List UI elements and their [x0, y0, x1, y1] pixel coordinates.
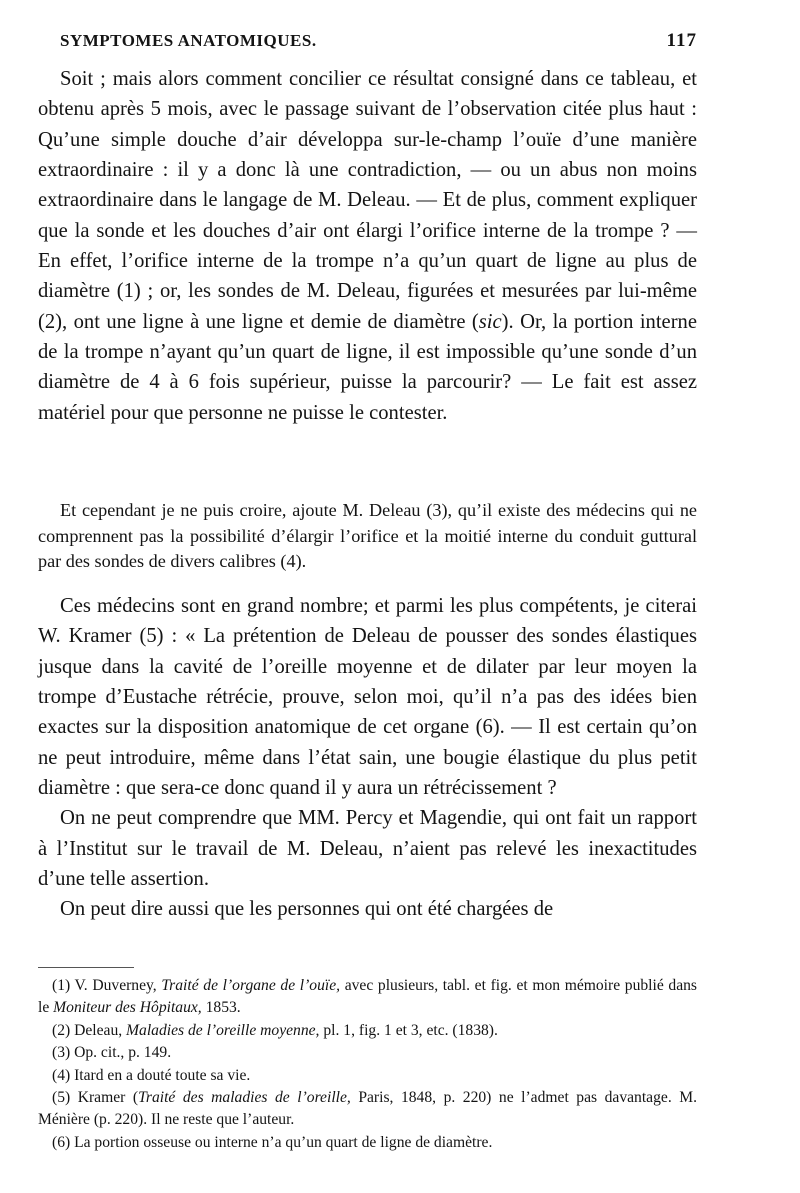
- paragraph-5: On peut dire aussi que les personnes qui ont été chargées de: [60, 898, 554, 921]
- paragraph-1-text-b: ). Or, la portion interne de la trompe n’ayant qu’un quart de ligne, il est impossible qu’une sonde d’un diamètre de 4 à 6 fois supérieur, puisse la parcourir? — Le fait est assez matériel pour que personne ne puisse le contester.: [38, 310, 697, 424]
- footnote-2-text-b: pl. 1, fig. 1 et 3, etc. (1838).: [319, 1021, 498, 1039]
- footnote-2: [38, 1020, 697, 1042]
- running-title: SYMPTOMES ANATOMIQUES.: [60, 31, 317, 50]
- footnotes: [38, 975, 697, 1154]
- footnote-5-text-b: Paris, 1848, p. 220) ne l’admet pas davantage. M. Ménière (p. 220). Il ne reste que l’auteur.: [38, 1089, 698, 1129]
- main-text-block-1: [38, 64, 697, 428]
- footnote-3: (3) Op. cit., p. 149.: [52, 1044, 172, 1062]
- footnote-5: [38, 1087, 697, 1132]
- footnote-1-text-a: (1) V. Duverney,: [52, 977, 162, 994]
- page-number: 117: [666, 30, 697, 51]
- footnote-4: (4) Itard en a douté toute sa vie.: [52, 1066, 251, 1084]
- paragraph-4: On ne peut comprendre que MM. Percy et Magendie, qui ont fait un rapport à l’Institut sur le travail de M. Deleau, n’aient pas relevé les inexactitudes d’une telle assertion.: [38, 807, 697, 891]
- footnote-1-journal: Moniteur des Hôpitaux,: [53, 999, 202, 1017]
- paragraph-1-text-a: Soit ; mais alors comment concilier ce résultat consigné dans ce tableau, et obtenu après 5 mois, avec le passage suivant de l’observation citée plus haut : Qu’une simple douche d’air développa sur-le-champ l’ouïe d’une manière extraordinaire : il y a donc là une contradiction, — ou un abus non moins extraordinaire dans le langage de M. Deleau. — Et de plus, comment expliquer que la sonde et les douches d’air ont élargi l’orifice interne de la trompe ? — En effet, l’orifice interne de la trompe n’a qu’un quart de ligne au plus de diamètre (1) ; or, les sondes de M. Deleau, figurées et mesurées par lui-même (2), ont une ligne à une ligne et demie de diamètre (: [38, 68, 697, 333]
- main-text-block-2: [38, 591, 697, 925]
- quoted-passage: [38, 498, 697, 575]
- footnote-1: [38, 975, 697, 1020]
- paragraph-2: Et cependant je ne puis croire, ajoute M. Deleau (3), qu’il existe des médecins qui ne comprennent pas la possibilité d’élargir l’orifice et la moitié interne du conduit guttural par des sondes de divers calibres (4).: [38, 500, 697, 571]
- footnote-1-text-c: 1853.: [201, 999, 241, 1017]
- footnote-1-text-b: avec plusieurs, tabl. et fig. et mon mémoire publié dans le: [38, 977, 697, 1017]
- footnote-divider: [38, 967, 134, 968]
- paragraph-3: Ces médecins sont en grand nombre; et parmi les plus compétents, je citerai W. Kramer (5) : « La prétention de Deleau de pousser des sondes élastiques jusque dans la cavité de l’oreille moyenne et de dilater par leur moyen la trompe d’Eustache rétrécie, prouve, selon moi, qu’il n’a pas des idées bien exactes sur la disposition anatomique de cet organe (6). — Il est certain qu’on ne peut introduire, même dans l’état sain, une bougie élastique du plus petit diamètre : que sera-ce donc quand il y aura un rétrécissement ?: [38, 595, 697, 800]
- running-header: [60, 30, 697, 56]
- footnote-1-title: Traité de l’organe de l’ouïe,: [161, 977, 341, 994]
- paragraph-1-sic: sic: [478, 310, 502, 333]
- footnote-6: (6) La portion osseuse ou interne n’a qu’un quart de ligne de diamètre.: [52, 1133, 493, 1151]
- footnote-5-text-a: (5) Kramer (: [52, 1089, 139, 1107]
- footnote-2-text-a: (2) Deleau,: [52, 1021, 127, 1039]
- footnote-2-title: Maladies de l’oreille moyenne,: [126, 1021, 320, 1039]
- paragraph-1: [38, 64, 697, 428]
- footnote-5-title: Traité des maladies de l’oreille,: [138, 1089, 351, 1107]
